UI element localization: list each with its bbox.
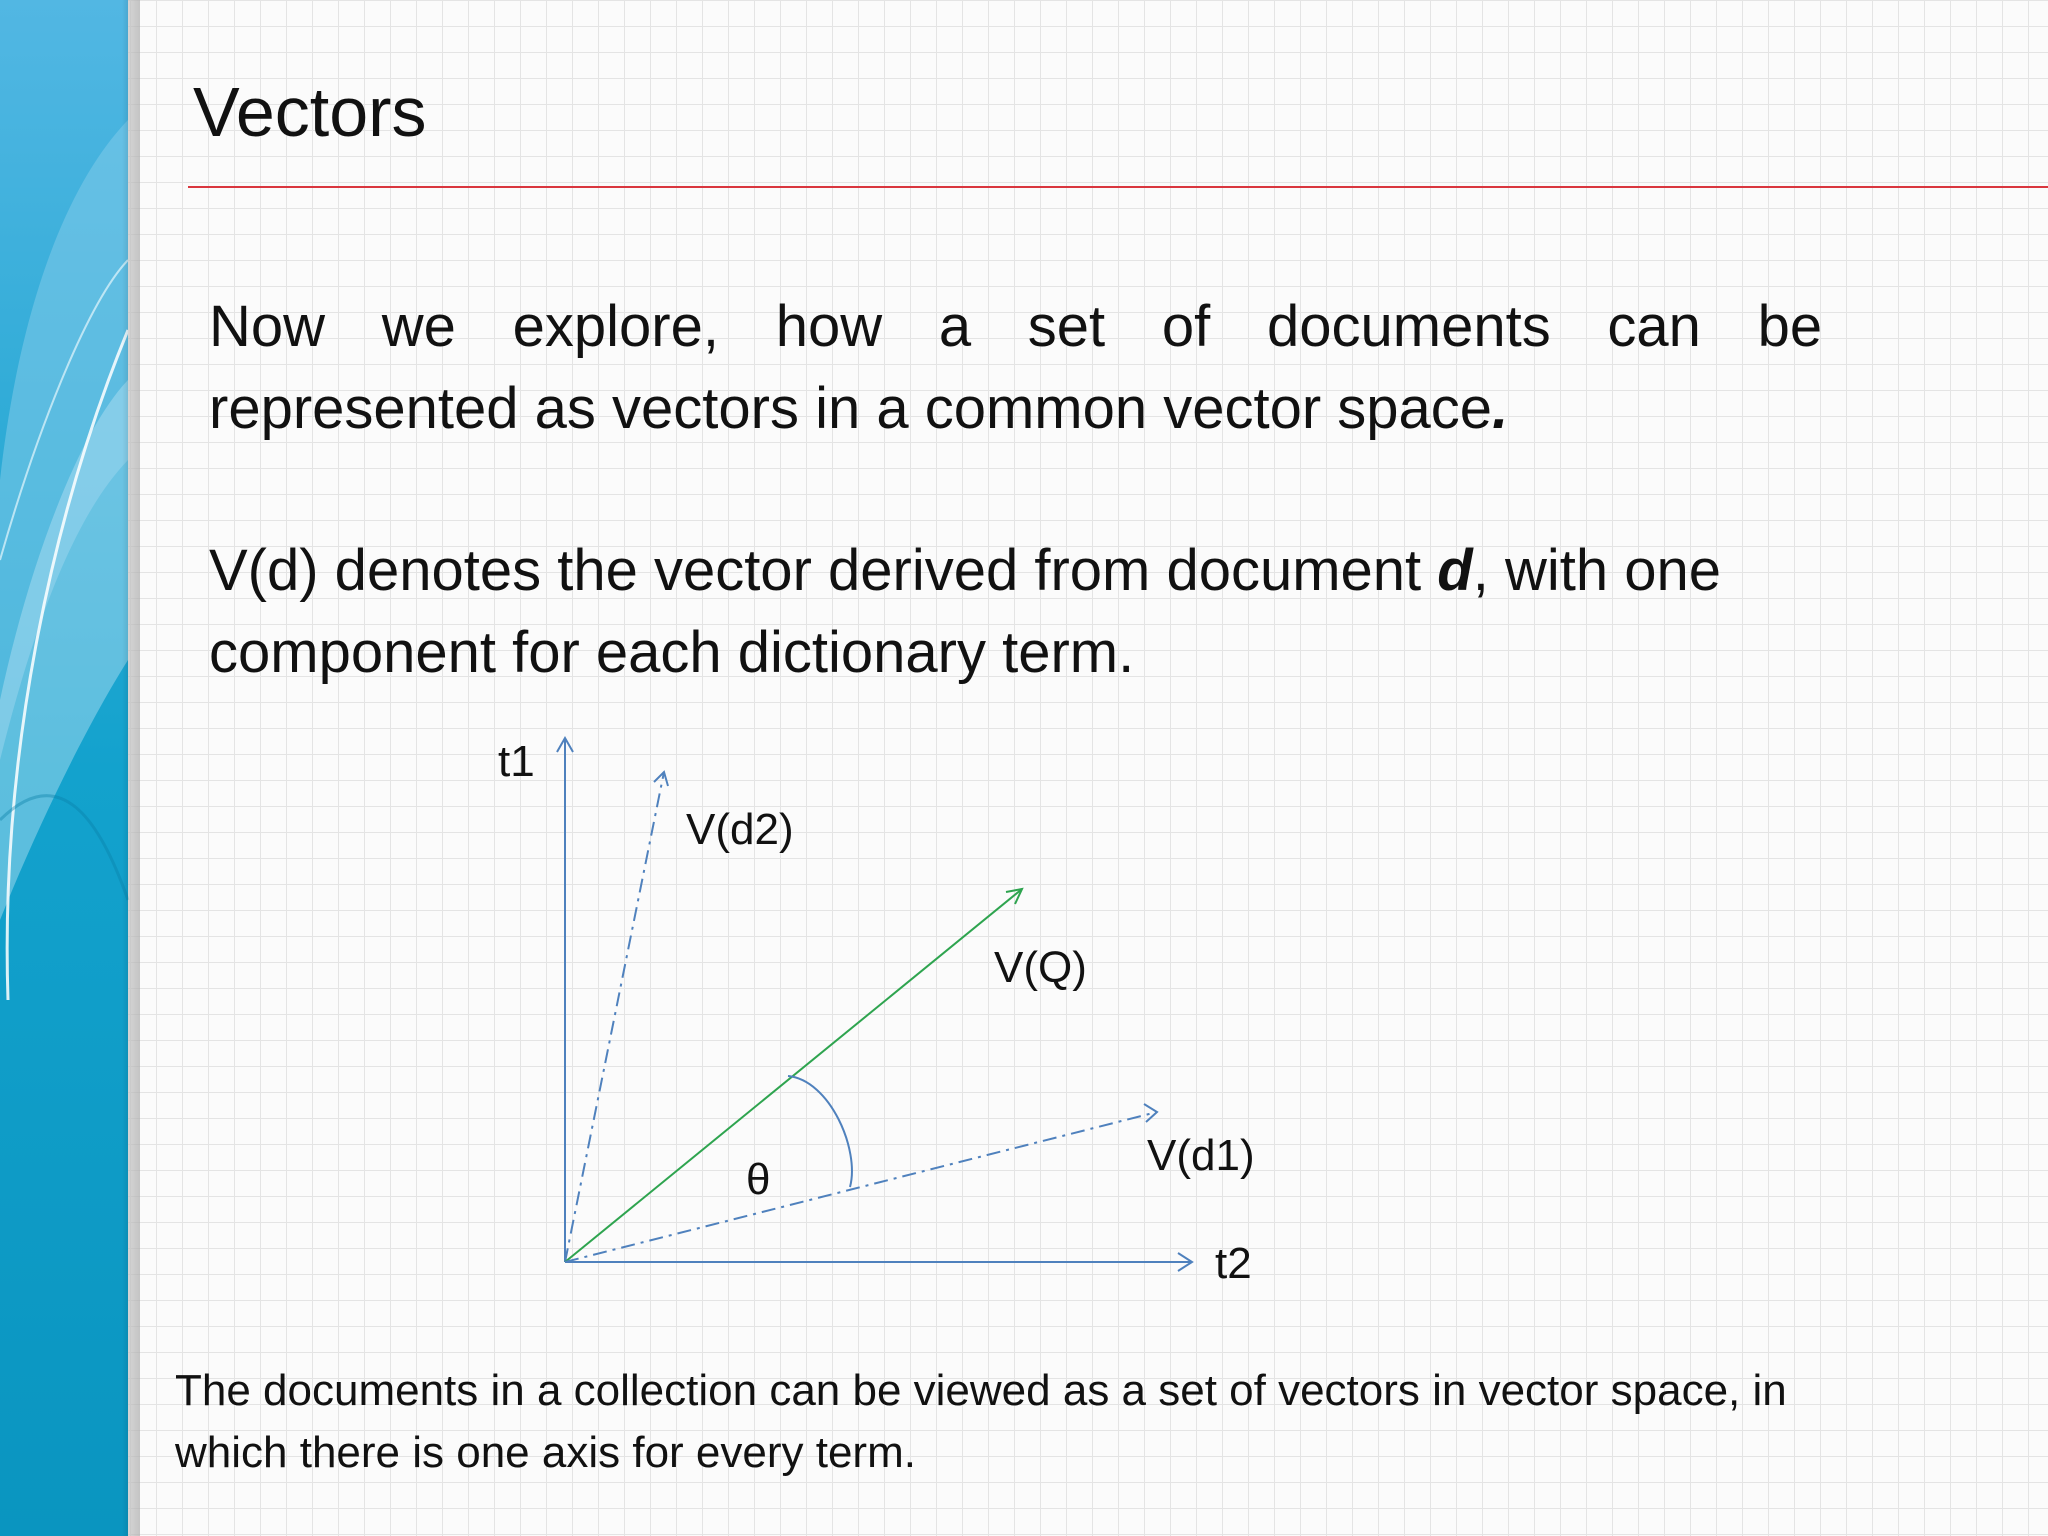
slide-title: Vectors	[193, 73, 427, 151]
angle-arc	[788, 1076, 852, 1187]
intro-word: of	[1161, 294, 1211, 359]
vector-q-line	[565, 889, 1022, 1262]
definition-paragraph	[209, 530, 1889, 694]
vector-space-diagram	[480, 720, 1300, 1320]
intro-word: a	[938, 294, 972, 359]
vector-d2-label: V(d2)	[686, 805, 794, 854]
intro-word: explore,	[512, 294, 719, 359]
intro-word: how	[775, 294, 883, 359]
intro-word: documents	[1266, 294, 1551, 359]
angle-theta-label: θ	[746, 1155, 771, 1204]
intro-word: we	[381, 294, 456, 359]
title-divider	[188, 186, 2048, 188]
vector-d1-arrowhead	[1144, 1104, 1157, 1122]
intro-paragraph	[209, 286, 1889, 450]
intro-word: set	[1027, 294, 1106, 359]
intro-line2: represented as vectors in a common vector space	[209, 376, 1493, 441]
intro-word: Now	[209, 294, 326, 359]
vector-d1-label: V(d1)	[1147, 1131, 1255, 1180]
intro-line1	[209, 294, 1822, 359]
t2-axis-label: t2	[1215, 1239, 1252, 1288]
definition-text-start: V(d) denotes the vector derived from document	[209, 538, 1438, 603]
t1-axis-label: t1	[498, 737, 535, 786]
intro-word: be	[1757, 294, 1823, 359]
definition-text-end: , with one component for each dictionary term.	[209, 538, 1721, 685]
caption-text: The documents in a collection can be viewed as a set of vectors in vector space, in which there is one axis for every term.	[175, 1366, 1787, 1477]
decorative-sidebar	[0, 0, 140, 1536]
vector-d2-arrowhead	[654, 772, 668, 786]
document-variable: d	[1437, 538, 1473, 603]
vector-d2-line	[565, 772, 664, 1262]
vector-q-label: V(Q)	[994, 943, 1087, 992]
intro-word: can	[1607, 294, 1701, 359]
intro-period: .	[1492, 376, 1509, 441]
vector-d1-line	[565, 1112, 1157, 1262]
